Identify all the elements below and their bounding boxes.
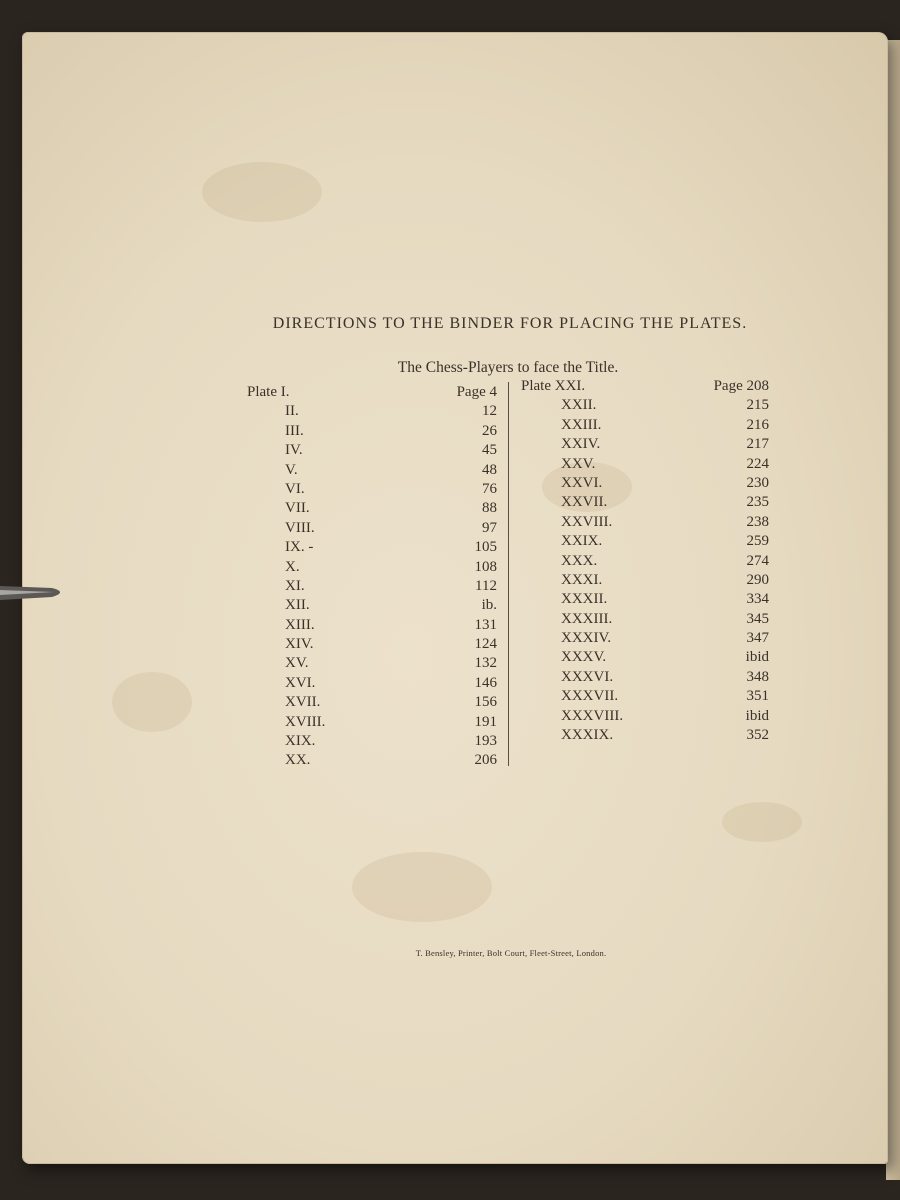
book-edge: [886, 40, 900, 1180]
plate-row: [247, 384, 497, 403]
plate-row: [521, 514, 769, 533]
plate-label: XXXII.: [561, 591, 608, 608]
plate-row: [247, 597, 497, 616]
page-number: 274: [746, 552, 769, 569]
page-number: 105: [474, 539, 497, 556]
plate-label: VII.: [285, 500, 310, 517]
plate-row: [521, 688, 769, 707]
plate-row: [521, 417, 769, 436]
plate-row: [521, 436, 769, 455]
plate-label: XVIII.: [285, 713, 326, 730]
plate-row: [247, 617, 497, 636]
printer-imprint: T. Bensley, Printer, Bolt Court, Fleet-Street, London.: [415, 948, 607, 958]
page-number: 290: [746, 571, 769, 588]
plate-label: XIII.: [285, 616, 315, 633]
plate-row: [247, 752, 497, 771]
page-number: 131: [474, 616, 497, 633]
plate-label: XXXIII.: [561, 610, 613, 627]
page-number: 48: [482, 461, 497, 478]
page-number: 352: [746, 727, 769, 744]
foxing-stain: [202, 162, 322, 222]
plate-label: XXIII.: [561, 416, 602, 433]
plate-label: XXVIII.: [561, 513, 613, 530]
plate-row: [521, 397, 769, 416]
foxing-stain: [112, 672, 192, 732]
plate-label: XXVI.: [561, 474, 603, 491]
plate-row: [247, 442, 497, 461]
plate-row: [521, 708, 769, 727]
page-number: 334: [746, 591, 769, 608]
plate-label: XXXI.: [561, 571, 603, 588]
plate-row: [247, 539, 497, 558]
plate-row: [247, 655, 497, 674]
plate-label: X.: [285, 558, 300, 575]
plate-label: XVI.: [285, 674, 316, 691]
plate-row: [521, 378, 769, 397]
plate-label: XXIX.: [561, 533, 603, 550]
plate-label: XXXIX.: [561, 727, 614, 744]
page-number: 26: [482, 422, 497, 439]
page-number: ibid: [745, 707, 769, 724]
page-number: 76: [482, 480, 497, 497]
plate-row: [521, 649, 769, 668]
plate-label: XXVII.: [561, 494, 608, 511]
plate-label: IV.: [285, 442, 303, 459]
plate-row: [521, 630, 769, 649]
plate-label: IX. -: [285, 539, 314, 556]
left-plate-list: [247, 384, 497, 772]
page-number: 108: [474, 558, 497, 575]
plate-row: [521, 591, 769, 610]
page-number: 97: [482, 519, 497, 536]
page-number: 230: [746, 474, 769, 491]
plate-row: [247, 423, 497, 442]
column-divider: [508, 382, 509, 766]
plate-label: III.: [285, 422, 304, 439]
page-number: 215: [746, 397, 769, 414]
plate-row: [521, 727, 769, 746]
plate-label: XXX.: [561, 552, 598, 569]
plate-row: [247, 578, 497, 597]
plate-row: [247, 559, 497, 578]
plate-row: [521, 669, 769, 688]
page-number: 88: [482, 500, 497, 517]
page-number: 191: [474, 713, 497, 730]
page-number: 235: [746, 494, 769, 511]
plate-label: XVII.: [285, 694, 321, 711]
plate-row: [247, 636, 497, 655]
plate-row: [247, 733, 497, 752]
plate-row: [247, 714, 497, 733]
plate-row: [247, 500, 497, 519]
plate-label: XXXVI.: [561, 668, 614, 685]
plate-row: [247, 462, 497, 481]
page-number: 347: [746, 630, 769, 647]
plate-row: [247, 694, 497, 713]
plate-row: [247, 520, 497, 539]
plate-row: [247, 403, 497, 422]
plate-label: II.: [285, 403, 299, 420]
page-number: 206: [474, 752, 497, 769]
page-number: 156: [474, 694, 497, 711]
page-number: 112: [475, 577, 497, 594]
page-number: 224: [746, 455, 769, 472]
plate-label: XIX.: [285, 733, 316, 750]
plate-label: XXV.: [561, 455, 596, 472]
page-number: 216: [746, 416, 769, 433]
plate-row: [521, 494, 769, 513]
right-plate-list: [521, 378, 769, 746]
plate-label: XII.: [285, 597, 310, 614]
plate-row: [521, 456, 769, 475]
page-number: 12: [482, 403, 497, 420]
plate-label: VIII.: [285, 519, 315, 536]
page-number: 345: [746, 610, 769, 627]
plate-row: [521, 553, 769, 572]
plate-label: Plate I.: [247, 384, 290, 400]
plate-row: [247, 675, 497, 694]
page-number: 348: [746, 668, 769, 685]
plate-row: [521, 475, 769, 494]
plate-row: [247, 481, 497, 500]
plate-label: XI.: [285, 577, 305, 594]
page-number: ib.: [481, 597, 497, 614]
plate-label: XXXVII.: [561, 688, 619, 705]
page-number: 132: [474, 655, 497, 672]
page-number: 146: [474, 674, 497, 691]
page-number: 259: [746, 533, 769, 550]
plate-label: XXXIV.: [561, 630, 612, 647]
foxing-stain: [722, 802, 802, 842]
plate-row: [521, 572, 769, 591]
page-number: 238: [746, 513, 769, 530]
plate-row: [521, 611, 769, 630]
plate-label: XIV.: [285, 636, 314, 653]
pen-nib-icon: [0, 580, 70, 606]
page-heading: DIRECTIONS TO THE BINDER FOR PLACING THE PLATES.: [272, 315, 748, 332]
plate-label: V.: [285, 461, 298, 478]
page-number: 351: [746, 688, 769, 705]
page-number: 193: [474, 733, 497, 750]
plate-label: XXIV.: [561, 436, 601, 453]
plate-label: XX.: [285, 752, 311, 769]
foxing-stain: [352, 852, 492, 922]
plate-label: XXII.: [561, 397, 597, 414]
plate-label: Plate XXI.: [521, 378, 586, 394]
page-number: Page 4: [456, 384, 497, 400]
page-number: 45: [482, 442, 497, 459]
page-number: 217: [746, 436, 769, 453]
plate-row: [521, 533, 769, 552]
page-number: ibid: [745, 649, 769, 666]
plate-label: VI.: [285, 480, 305, 497]
page-subtitle: The Chess-Players to face the Title.: [397, 359, 619, 376]
plate-label: XXXV.: [561, 649, 607, 666]
page-number: Page 208: [713, 378, 769, 394]
plate-label: XV.: [285, 655, 309, 672]
page-number: 124: [474, 636, 497, 653]
plate-label: XXXVIII.: [561, 707, 624, 724]
